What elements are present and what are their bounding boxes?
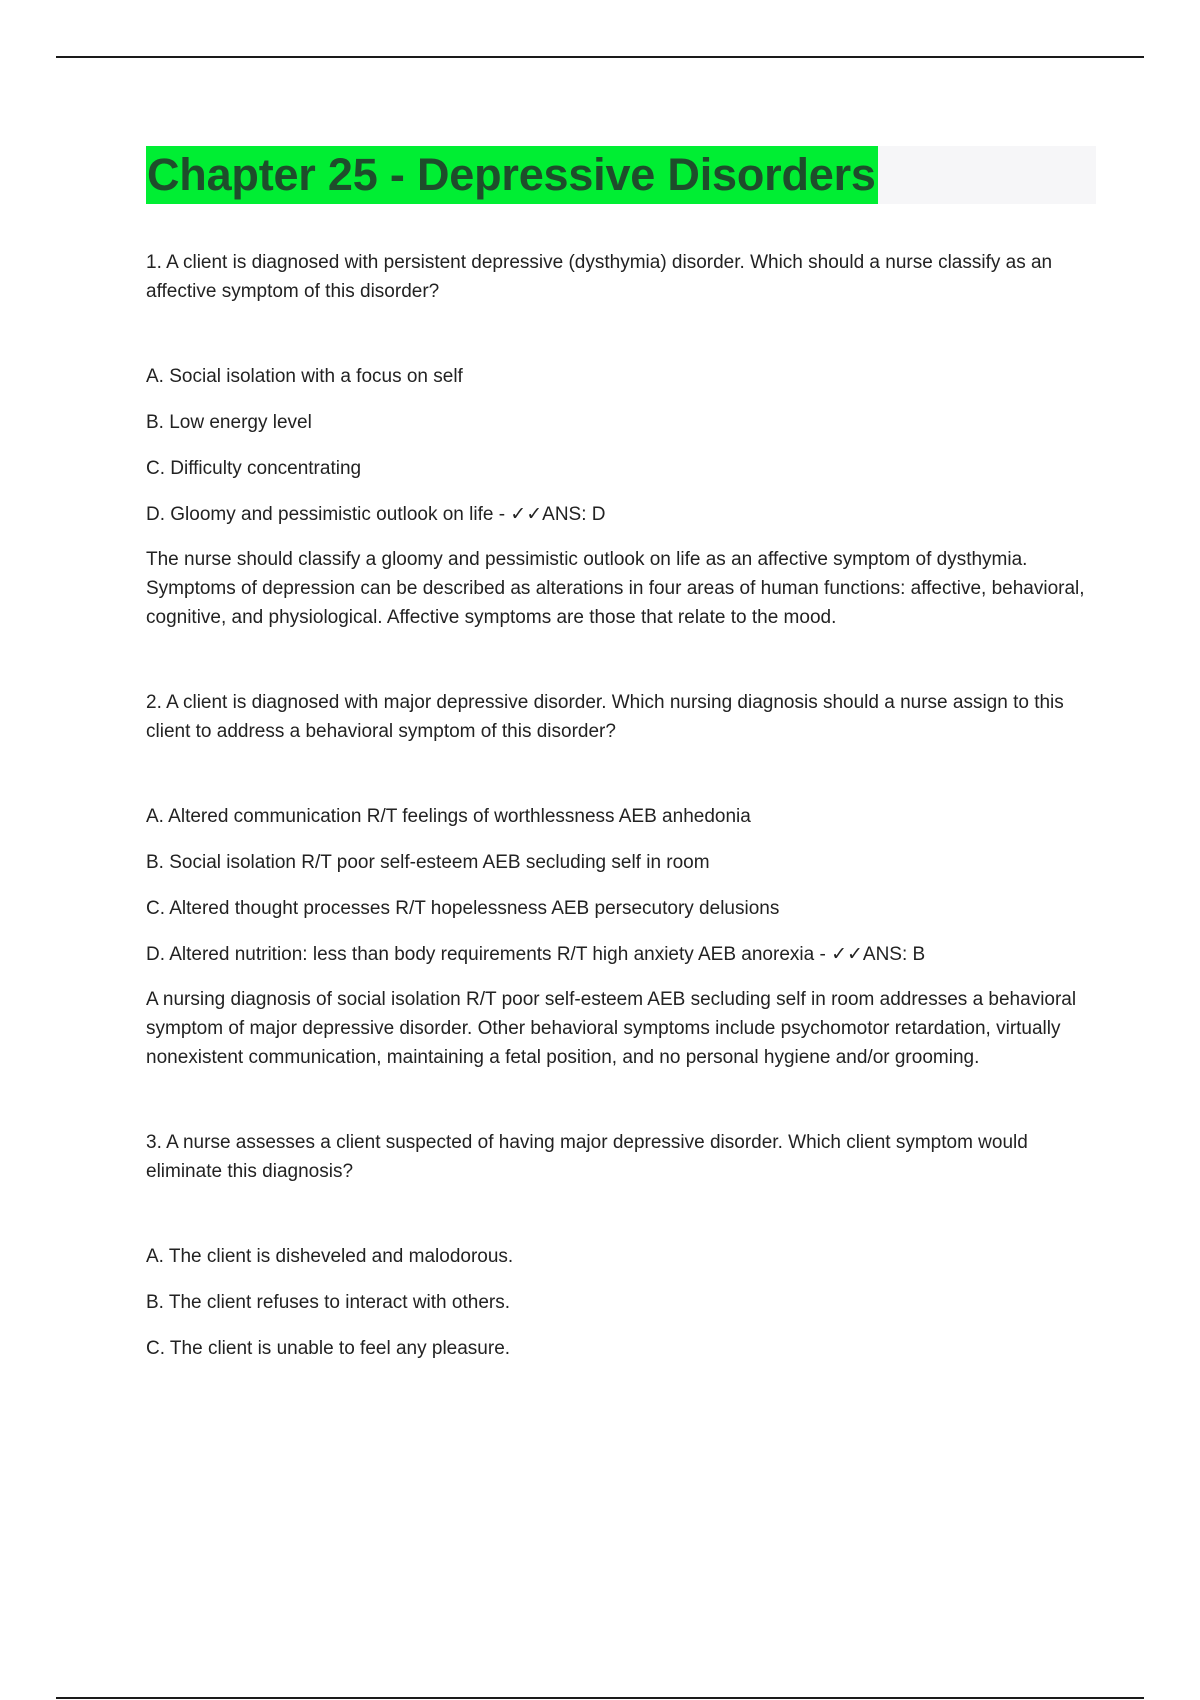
answer-option-b: B. The client refuses to interact with others. — [146, 1292, 510, 1313]
question-3 — [146, 1128, 1096, 1363]
answer-option-b: B. Social isolation R/T poor self-esteem AEB secluding self in room — [146, 852, 710, 873]
question-stem: 3. A nurse assesses a client suspected of having major depressive disorder. Which client symptom would eliminate this diagnosis? — [146, 1132, 1028, 1182]
answer-option-a: A. Altered communication R/T feelings of worthlessness AEB anhedonia — [146, 806, 751, 827]
question-2 — [146, 688, 1096, 1072]
rationale: The nurse should classify a gloomy and pessimistic outlook on life as an affective symptom of dysthymia. Symptoms of depression can be described as alterations in four areas of human functions: affective, behavioral, cognitive, and physiological. Affective symptoms are those that relate to the mood. — [146, 549, 1085, 628]
header-rule — [56, 56, 1144, 58]
answer-option-a: A. Social isolation with a focus on self — [146, 366, 463, 387]
question-stem: 1. A client is diagnosed with persistent depressive (dysthymia) disorder. Which should a nurse classify as an affective symptom of this disorder? — [146, 252, 1053, 302]
answer-option-c: C. Difficulty concentrating — [146, 458, 362, 479]
question-stem: 2. A client is diagnosed with major depressive disorder. Which nursing diagnosis should a nurse assign to this client to address a behavioral symptom of this disorder? — [146, 692, 1064, 742]
answer-option-c: C. Altered thought processes R/T hopelessness AEB persecutory delusions — [146, 898, 780, 919]
document-body — [146, 146, 1096, 1363]
answer-option-c: C. The client is unable to feel any pleasure. — [146, 1338, 511, 1359]
question-1 — [146, 248, 1096, 632]
answer-option-d: D. Gloomy and pessimistic outlook on life - ✓✓ANS: D — [146, 504, 606, 525]
rationale: A nursing diagnosis of social isolation R/T poor self-esteem AEB secluding self in room addresses a behavioral symptom of major depressive disorder. Other behavioral symptoms include psychomotor retardation, virtually nonexistent communication, maintaining a fetal position, and no personal hygiene and/or grooming. — [146, 989, 1077, 1068]
footer-rule — [56, 1697, 1144, 1699]
answer-option-d: D. Altered nutrition: less than body requirements R/T high anxiety AEB anorexia - ✓✓ANS: B — [146, 944, 926, 965]
title-band — [146, 146, 1096, 204]
answer-option-b: B. Low energy level — [146, 412, 312, 433]
page-title: Chapter 25 - Depressive Disorders — [146, 146, 878, 204]
answer-option-a: A. The client is disheveled and malodorous. — [146, 1246, 514, 1267]
